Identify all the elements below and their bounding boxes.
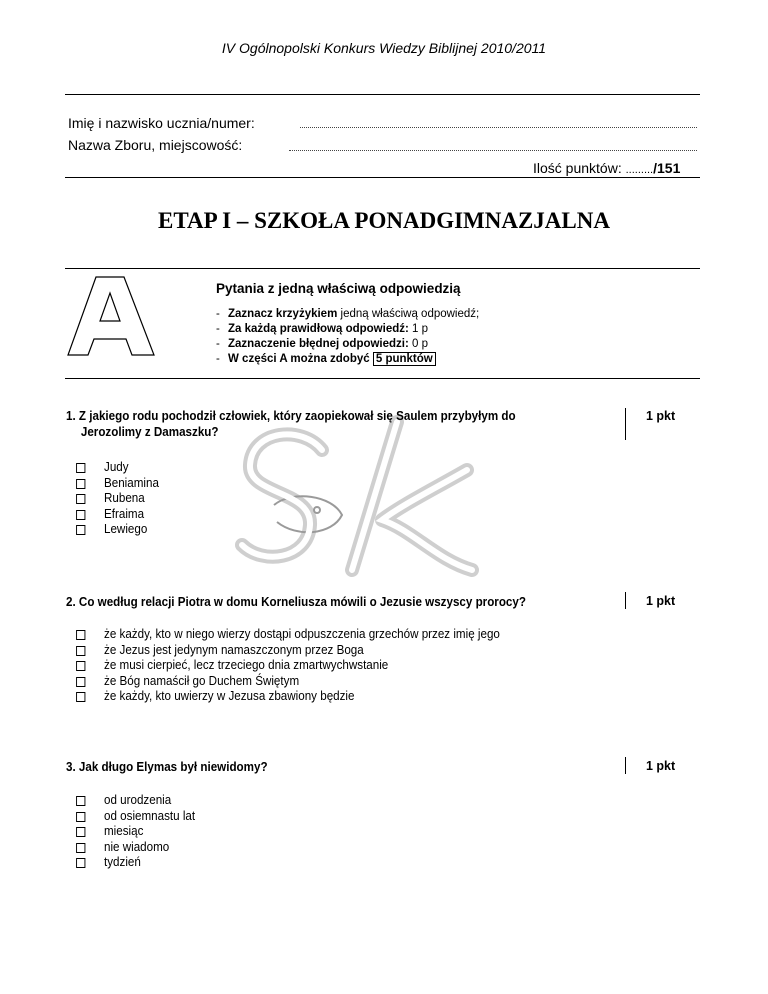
answer-option[interactable]: tydzień [104, 855, 195, 871]
instruction-item: - Zaznaczenie błędnej odpowiedzi: 0 p [216, 338, 429, 350]
total-points-label: Ilość punktów: [533, 160, 622, 176]
answer-option[interactable]: Lewiego [104, 522, 159, 538]
checkbox-icon[interactable] [76, 692, 85, 702]
question-2-points: 1 pkt [646, 594, 676, 608]
answer-option[interactable]: miesiąc [104, 824, 195, 840]
question-2-options [104, 627, 500, 705]
total-points-input[interactable]: ......... [625, 164, 654, 176]
checkbox-icon[interactable] [76, 479, 85, 489]
instruction-item: - W części A można zdobyć 5 punktów [216, 352, 479, 367]
question-1-points-divider [625, 408, 626, 440]
checkbox-icon[interactable] [76, 646, 85, 656]
checkbox-icon[interactable] [76, 525, 85, 535]
question-2-text: 2. Co według relacji Piotra w domu Korneliusza mówili o Jezusie wszyscy prorocy? [66, 595, 526, 609]
question-2-points-divider [625, 592, 626, 609]
checkbox-icon[interactable] [76, 677, 85, 687]
competition-title: IV Ogólnopolski Konkurs Wiedzy Biblijnej 2010/2011 [221, 40, 547, 56]
answer-option[interactable]: że Bóg namaścił go Duchem Świętym [104, 674, 500, 690]
answer-option[interactable]: że Jezus jest jedynym namaszczonym przez Boga [104, 643, 500, 659]
total-points-max: /151 [653, 160, 681, 176]
checkbox-icon[interactable] [76, 510, 85, 520]
header-divider [65, 94, 700, 95]
checkbox-icon[interactable] [76, 796, 85, 806]
total-points-line [533, 160, 680, 176]
section-bottom-divider [65, 378, 700, 379]
question-3-text: 3. Jak długo Elymas był niewidomy? [66, 760, 268, 774]
checkbox-icon[interactable] [76, 630, 85, 640]
student-name-label: Imię i nazwisko ucznia/numer: [68, 115, 255, 131]
answer-option[interactable]: Beniamina [104, 476, 159, 492]
stage-title: ETAP I – SZKOŁA PONADGIMNAZJALNA [158, 208, 610, 233]
answer-option[interactable]: że każdy, kto w niego wierzy dostąpi odpuszczenia grzechów przez imię jego [104, 627, 500, 643]
instruction-item: - Za każdą prawidłową odpowiedź: 1 p [216, 323, 429, 335]
answer-option[interactable]: Efraima [104, 507, 159, 523]
answer-option[interactable]: od urodzenia [104, 793, 195, 809]
church-name-field[interactable] [289, 150, 697, 151]
max-points-box: 5 punktów [373, 352, 436, 366]
question-1-options [104, 460, 159, 538]
question-1-text: 1. Z jakiego rodu pochodził człowiek, który zaopiekował się Saulem przybyłym do Jerozolimy z Damaszku? [66, 409, 516, 439]
section-top-divider [65, 268, 700, 269]
checkbox-icon[interactable] [76, 858, 85, 868]
instruction-item: - Zaznacz krzyżykiem jedną właściwą odpowiedź; [216, 308, 480, 320]
instructions-list [216, 307, 479, 367]
question-1-points: 1 pkt [646, 409, 676, 423]
fields-divider [65, 177, 700, 178]
section-title: Pytania z jedną właściwą odpowiedzią [216, 281, 461, 296]
answer-option[interactable]: że musi cierpieć, lecz trzeciego dnia zmartwychwstanie [104, 658, 500, 674]
checkbox-icon[interactable] [76, 843, 85, 853]
checkbox-icon[interactable] [76, 827, 85, 837]
checkbox-icon[interactable] [76, 661, 85, 671]
answer-option[interactable]: od osiemnastu lat [104, 809, 195, 825]
question-3-points: 1 pkt [646, 759, 676, 773]
section-letter-a-icon [66, 275, 156, 357]
church-name-label: Nazwa Zboru, miejscowość: [68, 137, 243, 153]
answer-option[interactable]: Rubena [104, 491, 159, 507]
checkbox-icon[interactable] [76, 463, 85, 473]
answer-option[interactable]: że każdy, kto uwierzy w Jezusa zbawiony będzie [104, 689, 500, 705]
checkbox-icon[interactable] [76, 494, 85, 504]
answer-option[interactable]: nie wiadomo [104, 840, 195, 856]
student-name-field[interactable] [300, 127, 697, 128]
answer-option[interactable]: Judy [104, 460, 159, 476]
question-3-points-divider [625, 757, 626, 774]
checkbox-icon[interactable] [76, 812, 85, 822]
question-3-options [104, 793, 195, 871]
